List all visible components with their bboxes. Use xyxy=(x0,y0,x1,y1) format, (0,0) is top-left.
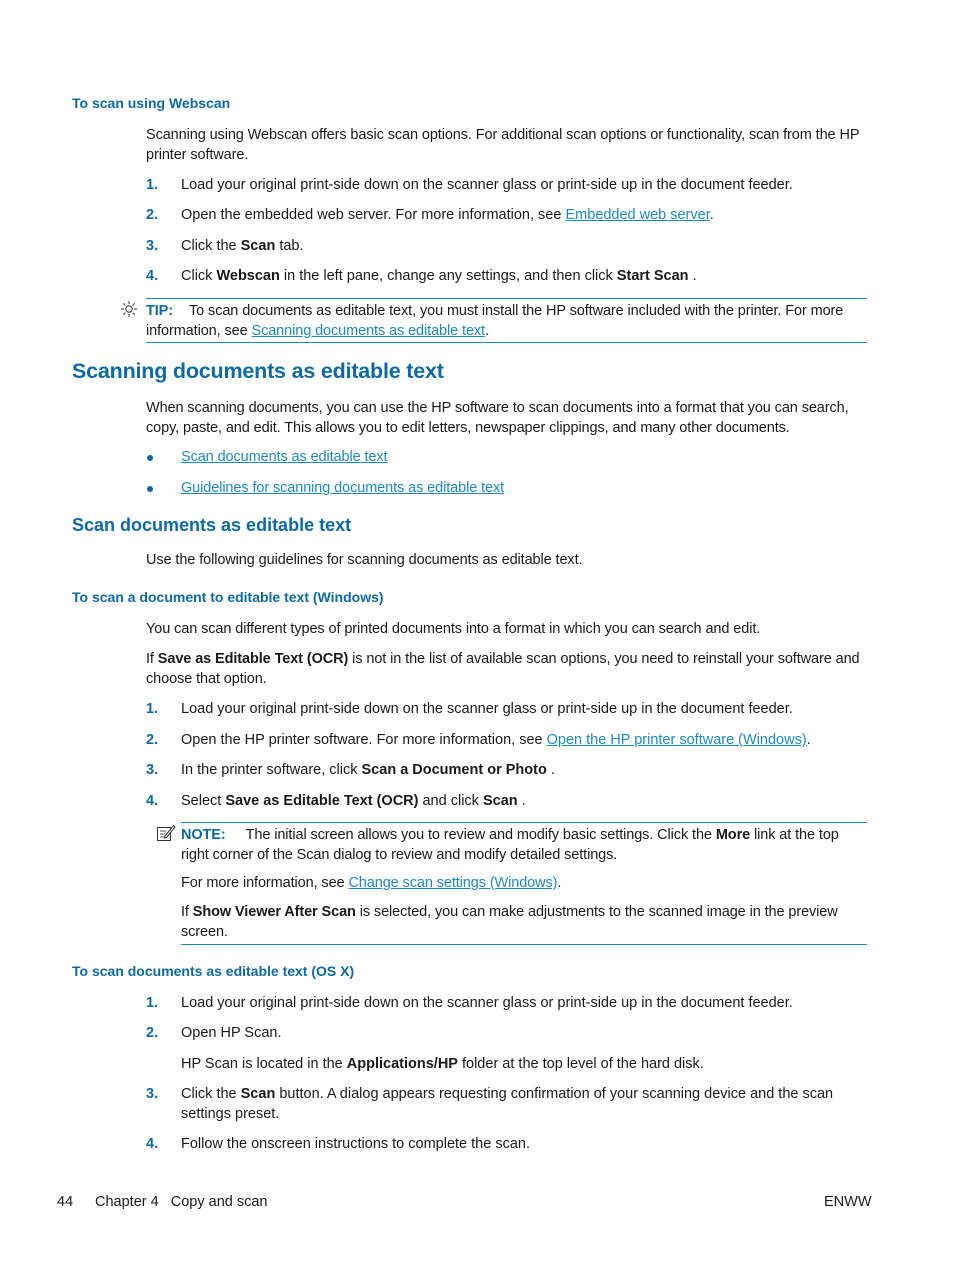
footer-brand: ENWW xyxy=(824,1194,872,1210)
windows-heading: To scan a document to editable text (Windows) xyxy=(72,589,384,605)
tip-top-rule xyxy=(146,298,867,299)
osx-step-3-num: 3. xyxy=(146,1086,159,1102)
windows-step-2: Open the HP printer software. For more information, see Open the HP printer software (Windows). xyxy=(181,732,811,748)
osx-step-3: Click the Scan button. A dialog appears requesting confirmation of your scanning device and the scan settings preset. xyxy=(181,1086,834,1122)
change-scan-settings-link[interactable]: Change scan settings (Windows) xyxy=(348,875,558,891)
windows-p2: If Save as Editable Text (OCR) is not in the list of available scan options, you need to reinstall your software and choose that option. xyxy=(146,651,860,687)
webscan-step-4: Click Webscan in the left pane, change any settings, and then click Start Scan . xyxy=(181,268,697,284)
webscan-step-2-num: 2. xyxy=(146,207,159,223)
webscan-step-3-num: 3. xyxy=(146,238,159,254)
embedded-web-server-link[interactable]: Embedded web server xyxy=(565,207,710,223)
footer-chapter: Chapter 4 Copy and scan xyxy=(95,1194,268,1210)
lightbulb-icon xyxy=(120,300,138,318)
webscan-step-2: Open the embedded web server. For more information, see Embedded web server. xyxy=(181,207,714,223)
tip-label: TIP: xyxy=(146,303,173,319)
scanning-editable-text-link[interactable]: Scanning documents as editable text xyxy=(251,322,485,339)
note-label: NOTE: xyxy=(181,827,226,843)
windows-step-1: Load your original print-side down on the scanner glass or print-side up in the document feeder. xyxy=(181,701,793,717)
page-number: 44 xyxy=(57,1194,74,1210)
webscan-intro: Scanning using Webscan offers basic scan options. For additional scan options or functionality, scan from the HP printer software. xyxy=(146,127,860,163)
note-more-info: For more information, see Change scan settings (Windows). xyxy=(181,875,562,891)
osx-step-4: Follow the onscreen instructions to complete the scan. xyxy=(181,1136,530,1152)
windows-step-1-num: 1. xyxy=(146,701,159,717)
guidelines-link[interactable]: Guidelines for scanning documents as editable text xyxy=(181,480,505,496)
windows-step-2-num: 2. xyxy=(146,732,159,748)
note-viewer: If Show Viewer After Scan is selected, you can make adjustments to the scanned image in the preview screen. xyxy=(181,904,838,940)
osx-step-2-note: HP Scan is located in the Applications/HP folder at the top level of the hard disk. xyxy=(181,1056,704,1072)
note-top-rule xyxy=(181,822,867,823)
osx-step-4-num: 4. xyxy=(146,1136,159,1152)
webscan-step-1-num: 1. xyxy=(146,177,159,193)
tip-bottom-rule xyxy=(146,342,867,343)
windows-step-4-num: 4. xyxy=(146,793,159,809)
windows-step-3-num: 3. xyxy=(146,762,159,778)
open-printer-software-link[interactable]: Open the HP printer software (Windows) xyxy=(546,732,807,748)
note-bottom-rule xyxy=(181,944,867,945)
osx-step-1-num: 1. xyxy=(146,995,159,1011)
windows-step-4: Select Save as Editable Text (OCR) and click Scan . xyxy=(181,793,526,809)
osx-step-2-num: 2. xyxy=(146,1025,159,1041)
subsection-intro: Use the following guidelines for scanning documents as editable text. xyxy=(146,552,583,568)
note-pencil-icon xyxy=(156,823,176,843)
note-text: NOTE: The initial screen allows you to review and modify basic settings. Click the More link at the top right corner of the Scan dialog to review and modify detailed settings. xyxy=(181,827,839,863)
tip-text: TIP: To scan documents as editable text, you must install the HP software included with the printer. For more information, see Scanning documents as editable text. xyxy=(146,303,844,339)
osx-step-1: Load your original print-side down on the scanner glass or print-side up in the document feeder. xyxy=(181,995,793,1011)
webscan-heading: To scan using Webscan xyxy=(72,95,231,111)
osx-step-2: Open HP Scan. xyxy=(181,1025,282,1041)
bullet-icon xyxy=(147,455,153,461)
windows-p1: You can scan different types of printed documents into a format in which you can search and edit. xyxy=(146,621,761,637)
subsection-title: Scan documents as editable text xyxy=(72,515,352,535)
webscan-step-1: Load your original print-side down on the scanner glass or print-side up in the document feeder. xyxy=(181,177,793,193)
osx-heading: To scan documents as editable text (OS X) xyxy=(72,963,355,979)
scan-documents-link[interactable]: Scan documents as editable text xyxy=(181,449,388,465)
section-title: Scanning documents as editable text xyxy=(72,359,444,383)
bullet-icon xyxy=(147,486,153,492)
windows-step-3: In the printer software, click Scan a Document or Photo . xyxy=(181,762,555,778)
section-intro: When scanning documents, you can use the HP software to scan documents into a format that you can search, copy, paste, and edit. This allows you to edit letters, newspaper clippings, and many other documents. xyxy=(146,400,849,436)
webscan-step-4-num: 4. xyxy=(146,268,159,284)
webscan-step-3: Click the Scan tab. xyxy=(181,238,304,254)
